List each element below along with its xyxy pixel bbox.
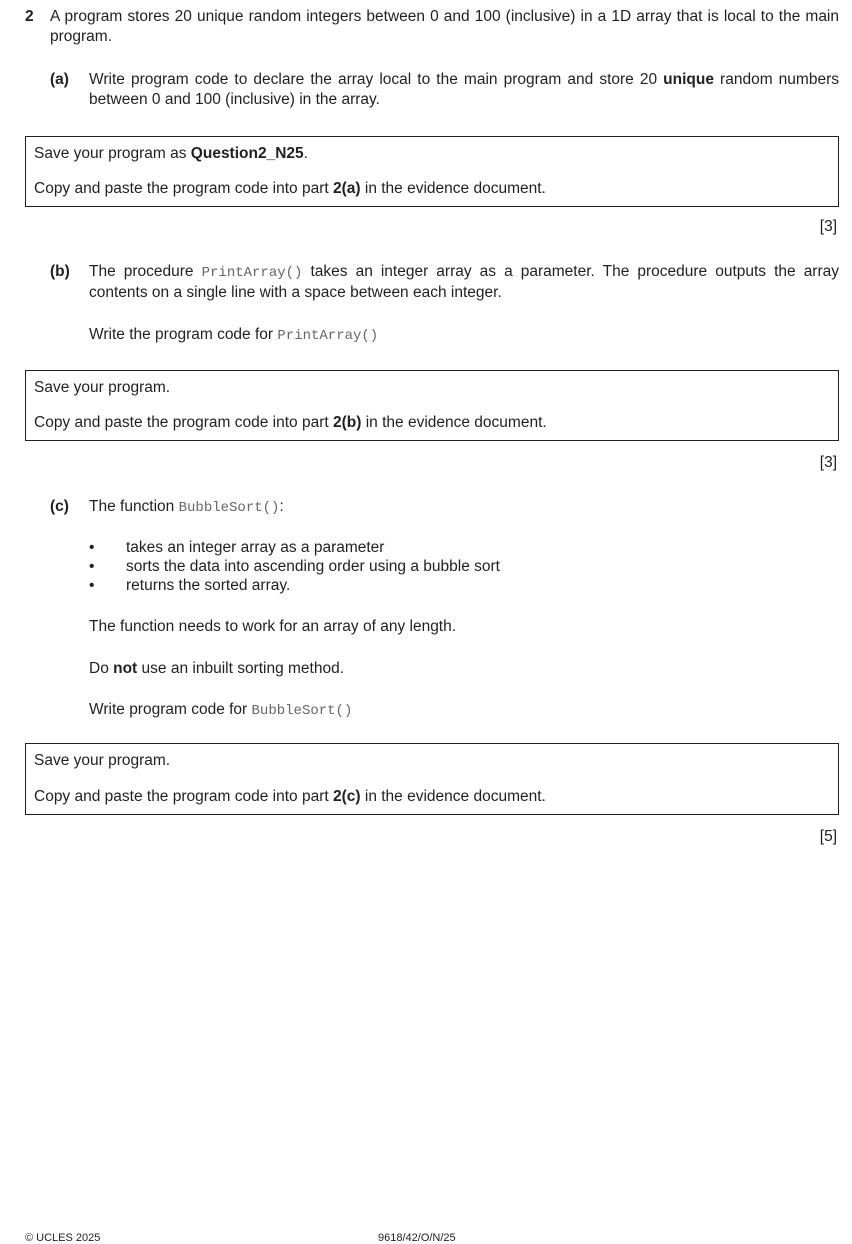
part-c-instruction-box xyxy=(25,743,839,815)
question-stem: A program stores 20 unique random integers between 0 and 100 (inclusive) in a 1D array that is local to the main program. xyxy=(50,8,839,45)
bullet-2-text: sorts the data into ascending order using a bubble sort xyxy=(126,558,500,575)
part-b-copy-line: Copy and paste the program code into part 2(b) in the evidence document. xyxy=(34,414,547,431)
part-a-instruction-box xyxy=(25,136,839,207)
part-b-text: The procedure PrintArray() takes an integer array as a parameter. The procedure outputs the array contents on a single line with a space between each integer. xyxy=(89,263,840,301)
part-c-write-line: Write program code for BubbleSort() xyxy=(89,701,353,719)
part-c-any-length: The function needs to work for an array of any length. xyxy=(89,618,457,635)
bullet-1: • xyxy=(89,539,95,556)
bullet-2: • xyxy=(89,558,95,575)
part-a-copy-line: Copy and paste the program code into part 2(a) in the evidence document. xyxy=(34,180,546,197)
part-c-copy-line: Copy and paste the program code into part 2(c) in the evidence document. xyxy=(34,788,546,805)
footer-copyright: © UCLES 2025 xyxy=(25,1232,101,1244)
part-a-text: Write program code to declare the array local to the main program and store 20 unique random numbers between 0 and 100 (inclusive) in the array. xyxy=(89,71,839,108)
bullet-3-text: returns the sorted array. xyxy=(126,577,291,594)
bullet-1-text: takes an integer array as a parameter xyxy=(126,539,385,556)
part-b-instruction-box xyxy=(25,370,839,441)
part-a-save-line: Save your program as Question2_N25. xyxy=(34,145,308,162)
part-c-save-line: Save your program. xyxy=(34,752,171,769)
part-a-label: (a) xyxy=(50,71,69,88)
bullet-3: • xyxy=(89,577,95,594)
part-c-marks: [5] xyxy=(819,828,837,845)
part-b-save-line: Save your program. xyxy=(34,379,171,396)
part-b-marks: [3] xyxy=(819,454,837,471)
part-b-write-line: Write the program code for PrintArray() xyxy=(89,326,379,344)
part-a-marks: [3] xyxy=(819,218,837,235)
part-b-label: (b) xyxy=(50,263,70,280)
part-c-label: (c) xyxy=(50,498,69,515)
question-number: 2 xyxy=(25,8,34,25)
part-c-do-not: Do not use an inbuilt sorting method. xyxy=(89,660,345,677)
part-c-intro: The function BubbleSort(): xyxy=(89,498,284,516)
footer-paper-code: 9618/42/O/N/25 xyxy=(378,1232,456,1244)
